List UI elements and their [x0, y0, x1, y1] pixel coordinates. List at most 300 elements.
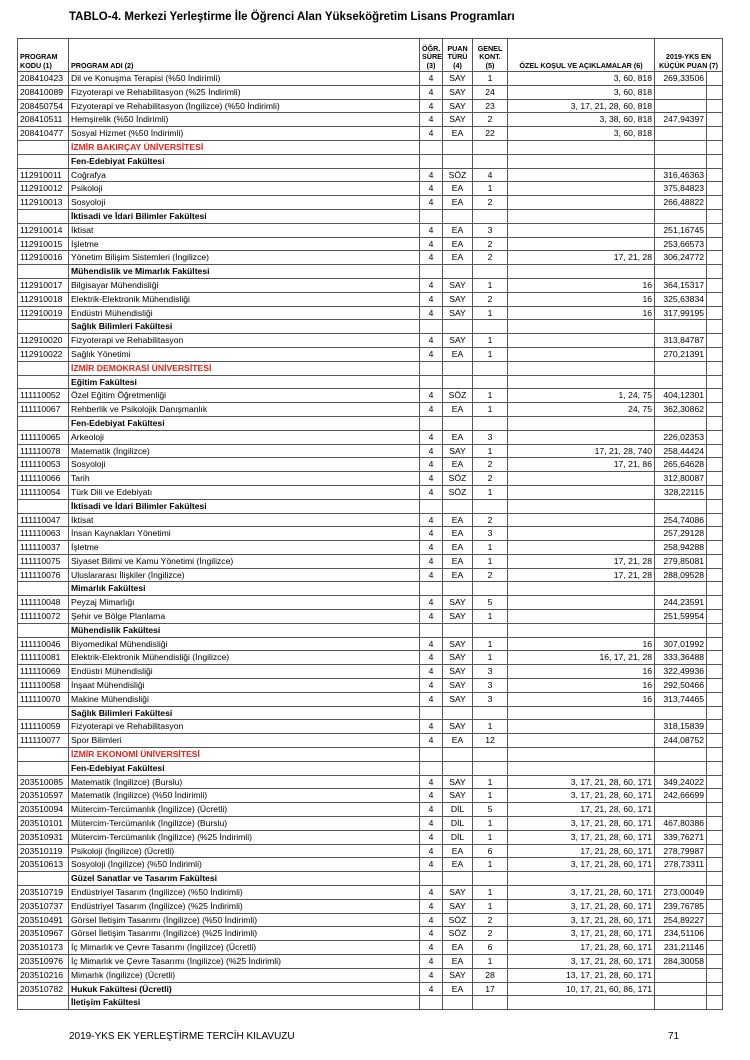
score-type-cell: EA	[443, 982, 473, 996]
empty-cell	[443, 265, 473, 279]
empty-cell	[420, 416, 443, 430]
empty-cell	[18, 706, 69, 720]
empty-cell	[508, 872, 655, 886]
duration-cell: 4	[420, 85, 443, 99]
empty-cell	[655, 748, 707, 762]
program-code: 112910017	[18, 278, 69, 292]
program-name: Biyomedikal Mühendisliği	[69, 637, 420, 651]
duration-cell: 4	[420, 955, 443, 969]
faculty-name: Güzel Sanatlar ve Tasarım Fakültesi	[69, 872, 420, 886]
program-name: Özel Eğitim Öğretmenliği	[69, 389, 420, 403]
empty-cell	[707, 168, 723, 182]
quota-cell: 3	[473, 665, 508, 679]
program-name: Coğrafya	[69, 168, 420, 182]
faculty-name: Sağlık Bilimleri Fakültesi	[69, 320, 420, 334]
min-score-cell: 273,00049	[655, 886, 707, 900]
conditions-cell: 3, 17, 21, 28, 60, 171	[508, 789, 655, 803]
duration-cell: 4	[420, 913, 443, 927]
score-type-cell: SAY	[443, 610, 473, 624]
conditions-cell: 3, 60, 818	[508, 127, 655, 141]
program-name: Fizyoterapi ve Rehabilitasyon (%25 İndirimli)	[69, 85, 420, 99]
duration-cell: 4	[420, 651, 443, 665]
empty-cell	[508, 499, 655, 513]
program-code: 203510173	[18, 941, 69, 955]
quota-cell: 1	[473, 444, 508, 458]
empty-cell	[18, 320, 69, 334]
min-score-cell: 244,08752	[655, 734, 707, 748]
conditions-cell	[508, 168, 655, 182]
min-score-cell	[655, 99, 707, 113]
quota-cell: 1	[473, 389, 508, 403]
duration-cell: 4	[420, 513, 443, 527]
empty-cell	[707, 706, 723, 720]
program-code: 111110053	[18, 458, 69, 472]
conditions-cell: 3, 17, 21, 28, 60, 171	[508, 817, 655, 831]
program-name: Görsel İletişim Tasarımı (İngilizce) (%50 İndirimli)	[69, 913, 420, 927]
score-type-cell: EA	[443, 458, 473, 472]
program-code: 111110078	[18, 444, 69, 458]
program-code: 112910013	[18, 196, 69, 210]
empty-cell	[655, 320, 707, 334]
empty-cell	[473, 748, 508, 762]
program-code: 111110054	[18, 485, 69, 499]
empty-cell	[655, 416, 707, 430]
empty-cell	[443, 623, 473, 637]
faculty-heading-row	[18, 499, 723, 513]
quota-cell: 3	[473, 692, 508, 706]
empty-cell	[420, 872, 443, 886]
footer-guide-title: 2019-YKS EK YERLEŞTİRME TERCİH KILAVUZU	[69, 1031, 295, 1042]
conditions-cell: 16	[508, 306, 655, 320]
quota-cell: 22	[473, 127, 508, 141]
faculty-name: Fen-Edebiyat Fakültesi	[69, 154, 420, 168]
program-name: Sosyoloji	[69, 196, 420, 210]
duration-cell: 4	[420, 485, 443, 499]
quota-cell: 4	[473, 168, 508, 182]
empty-cell	[707, 748, 723, 762]
quota-cell: 1	[473, 886, 508, 900]
table-row	[18, 817, 723, 831]
score-type-cell: SAY	[443, 85, 473, 99]
program-code: 203510216	[18, 968, 69, 982]
quota-cell: 1	[473, 817, 508, 831]
conditions-cell: 1, 24, 75	[508, 389, 655, 403]
program-name: Şehir ve Bölge Planlama	[69, 610, 420, 624]
table-row	[18, 982, 723, 996]
quota-cell: 2	[473, 196, 508, 210]
faculty-heading-row	[18, 761, 723, 775]
duration-cell: 4	[420, 223, 443, 237]
empty-cell	[707, 472, 723, 486]
min-score-cell: 316,46363	[655, 168, 707, 182]
score-type-cell: EA	[443, 237, 473, 251]
table-row	[18, 292, 723, 306]
empty-cell	[473, 154, 508, 168]
program-code: 112910011	[18, 168, 69, 182]
min-score-cell: 254,89227	[655, 913, 707, 927]
program-code: 112910019	[18, 306, 69, 320]
empty-cell	[707, 127, 723, 141]
table-body	[18, 72, 723, 1010]
empty-cell	[707, 927, 723, 941]
university-name: İZMİR EKONOMİ ÜNİVERSİTESİ	[69, 748, 420, 762]
empty-cell	[420, 761, 443, 775]
quota-cell: 24	[473, 85, 508, 99]
program-code: 111110075	[18, 554, 69, 568]
faculty-heading-row	[18, 209, 723, 223]
empty-cell	[18, 761, 69, 775]
conditions-cell: 3, 60, 818	[508, 85, 655, 99]
table-row	[18, 899, 723, 913]
quota-cell: 2	[473, 251, 508, 265]
program-name: İşletme	[69, 237, 420, 251]
table-row	[18, 955, 723, 969]
min-score-cell: 349,24022	[655, 775, 707, 789]
duration-cell: 4	[420, 899, 443, 913]
conditions-cell: 16	[508, 665, 655, 679]
quota-cell: 1	[473, 789, 508, 803]
quota-cell: 1	[473, 334, 508, 348]
conditions-cell: 16, 17, 21, 28	[508, 651, 655, 665]
empty-cell	[707, 568, 723, 582]
conditions-cell	[508, 541, 655, 555]
empty-cell	[508, 361, 655, 375]
empty-cell	[443, 499, 473, 513]
program-code: 208410089	[18, 85, 69, 99]
programs-table	[17, 38, 723, 1010]
empty-cell	[707, 347, 723, 361]
conditions-cell: 16	[508, 692, 655, 706]
conditions-cell: 13, 17, 21, 28, 60, 171	[508, 968, 655, 982]
table-row	[18, 665, 723, 679]
empty-cell	[18, 748, 69, 762]
score-type-cell: SAY	[443, 651, 473, 665]
duration-cell: 4	[420, 278, 443, 292]
empty-cell	[508, 154, 655, 168]
program-code: 111110066	[18, 472, 69, 486]
conditions-cell: 3, 17, 21, 28, 60, 171	[508, 927, 655, 941]
conditions-cell	[508, 485, 655, 499]
empty-cell	[18, 623, 69, 637]
duration-cell: 4	[420, 982, 443, 996]
empty-cell	[508, 140, 655, 154]
quota-cell: 2	[473, 292, 508, 306]
duration-cell: 4	[420, 844, 443, 858]
table-header-row	[18, 39, 723, 72]
quota-cell: 3	[473, 223, 508, 237]
min-score-cell: 284,30058	[655, 955, 707, 969]
program-name: Mimarlık (İngilizce) (Ücretli)	[69, 968, 420, 982]
table-row	[18, 196, 723, 210]
quota-cell: 2	[473, 927, 508, 941]
program-name: Matematik (İngilizce)	[69, 444, 420, 458]
score-type-cell: SÖZ	[443, 485, 473, 499]
empty-cell	[420, 748, 443, 762]
score-type-cell: EA	[443, 430, 473, 444]
conditions-cell: 17, 21, 28	[508, 568, 655, 582]
empty-cell	[655, 375, 707, 389]
empty-cell	[18, 361, 69, 375]
empty-cell	[707, 196, 723, 210]
table-row	[18, 99, 723, 113]
min-score-cell: 328,22115	[655, 485, 707, 499]
program-name: Fizyoterapi ve Rehabilitasyon	[69, 334, 420, 348]
program-code: 111110077	[18, 734, 69, 748]
empty-cell	[707, 913, 723, 927]
duration-cell: 4	[420, 444, 443, 458]
table-row	[18, 692, 723, 706]
program-name: Spor Bilimleri	[69, 734, 420, 748]
min-score-cell: 288,09528	[655, 568, 707, 582]
table-row	[18, 306, 723, 320]
table-row	[18, 554, 723, 568]
faculty-heading-row	[18, 320, 723, 334]
quota-cell: 3	[473, 527, 508, 541]
score-type-cell: SÖZ	[443, 913, 473, 927]
min-score-cell: 278,73311	[655, 858, 707, 872]
program-code: 203510085	[18, 775, 69, 789]
min-score-cell: 231,21146	[655, 941, 707, 955]
program-name: Elektrik-Elektronik Mühendisliği	[69, 292, 420, 306]
min-score-cell: 258,94288	[655, 541, 707, 555]
empty-cell	[707, 996, 723, 1010]
min-score-cell: 279,85081	[655, 554, 707, 568]
program-name: Endüstriyel Tasarım (İngilizce) (%50 İndirimli)	[69, 886, 420, 900]
conditions-cell: 17, 21, 28	[508, 554, 655, 568]
conditions-cell	[508, 196, 655, 210]
faculty-name: Mimarlık Fakültesi	[69, 582, 420, 596]
program-name: İç Mimarlık ve Çevre Tasarımı (İngilizce) (Ücretli)	[69, 941, 420, 955]
empty-cell	[655, 582, 707, 596]
duration-cell: 4	[420, 692, 443, 706]
conditions-cell	[508, 513, 655, 527]
quota-cell: 1	[473, 72, 508, 86]
quota-cell: 1	[473, 306, 508, 320]
min-score-cell: 247,94397	[655, 113, 707, 127]
min-score-cell	[655, 803, 707, 817]
program-name: Elektrik-Elektronik Mühendisliği (İngilizce)	[69, 651, 420, 665]
min-score-cell: 244,23591	[655, 596, 707, 610]
table-row	[18, 237, 723, 251]
empty-cell	[443, 361, 473, 375]
quota-cell: 1	[473, 278, 508, 292]
program-name: Uluslararası İlişkiler (İngilizce)	[69, 568, 420, 582]
program-code: 203510597	[18, 789, 69, 803]
empty-cell	[707, 775, 723, 789]
score-type-cell: SAY	[443, 99, 473, 113]
empty-cell	[707, 416, 723, 430]
score-type-cell: SAY	[443, 596, 473, 610]
duration-cell: 4	[420, 403, 443, 417]
duration-cell: 4	[420, 99, 443, 113]
quota-cell: 1	[473, 775, 508, 789]
table-row	[18, 347, 723, 361]
program-code: 208450754	[18, 99, 69, 113]
duration-cell: 4	[420, 182, 443, 196]
program-code: 203510782	[18, 982, 69, 996]
conditions-cell: 17, 21, 28, 60, 171	[508, 941, 655, 955]
duration-cell: 4	[420, 554, 443, 568]
score-type-cell: SAY	[443, 292, 473, 306]
min-score-cell: 234,51106	[655, 927, 707, 941]
duration-cell: 4	[420, 637, 443, 651]
quota-cell: 3	[473, 430, 508, 444]
empty-cell	[707, 941, 723, 955]
empty-cell	[707, 817, 723, 831]
score-type-cell: SAY	[443, 637, 473, 651]
program-name: İnsan Kaynakları Yönetimi	[69, 527, 420, 541]
min-score-cell: 317,99195	[655, 306, 707, 320]
table-row	[18, 168, 723, 182]
score-type-cell: SAY	[443, 775, 473, 789]
table-row	[18, 251, 723, 265]
duration-cell: 4	[420, 817, 443, 831]
min-score-cell	[655, 968, 707, 982]
empty-cell	[443, 996, 473, 1010]
min-score-cell	[655, 982, 707, 996]
quota-cell: 23	[473, 99, 508, 113]
empty-cell	[655, 706, 707, 720]
table-row	[18, 734, 723, 748]
min-score-cell: 226,02353	[655, 430, 707, 444]
program-code: 111110069	[18, 665, 69, 679]
empty-cell	[707, 389, 723, 403]
score-type-cell: EA	[443, 347, 473, 361]
min-score-cell: 265,64628	[655, 458, 707, 472]
duration-cell: 4	[420, 886, 443, 900]
min-score-cell: 307,01992	[655, 637, 707, 651]
conditions-cell: 3, 17, 21, 28, 60, 171	[508, 913, 655, 927]
table-row	[18, 913, 723, 927]
table-row	[18, 72, 723, 86]
table-row	[18, 720, 723, 734]
score-type-cell: SAY	[443, 692, 473, 706]
min-score-cell: 318,15839	[655, 720, 707, 734]
min-score-cell: 254,74086	[655, 513, 707, 527]
program-code: 111110037	[18, 541, 69, 555]
empty-cell	[707, 499, 723, 513]
empty-cell	[443, 154, 473, 168]
empty-cell	[707, 623, 723, 637]
empty-cell	[508, 265, 655, 279]
program-code: 111110081	[18, 651, 69, 665]
score-type-cell: SAY	[443, 789, 473, 803]
empty-cell	[707, 968, 723, 982]
empty-cell	[707, 99, 723, 113]
program-code: 111110052	[18, 389, 69, 403]
empty-cell	[473, 706, 508, 720]
duration-cell: 4	[420, 334, 443, 348]
program-name: Endüstri Mühendisliği	[69, 306, 420, 320]
university-heading-row	[18, 748, 723, 762]
quota-cell: 17	[473, 982, 508, 996]
duration-cell: 4	[420, 665, 443, 679]
empty-cell	[707, 209, 723, 223]
empty-cell	[707, 637, 723, 651]
duration-cell: 4	[420, 168, 443, 182]
empty-cell	[443, 748, 473, 762]
empty-cell	[420, 209, 443, 223]
score-type-cell: EA	[443, 568, 473, 582]
duration-cell: 4	[420, 927, 443, 941]
program-name: İktisat	[69, 223, 420, 237]
program-code: 203510737	[18, 899, 69, 913]
empty-cell	[707, 982, 723, 996]
quota-cell: 1	[473, 610, 508, 624]
empty-cell	[707, 72, 723, 86]
empty-cell	[655, 361, 707, 375]
score-type-cell: EA	[443, 858, 473, 872]
program-code: 203510101	[18, 817, 69, 831]
duration-cell: 4	[420, 858, 443, 872]
faculty-heading-row	[18, 416, 723, 430]
conditions-cell: 16	[508, 679, 655, 693]
min-score-cell	[655, 127, 707, 141]
quota-cell: 1	[473, 485, 508, 499]
score-type-cell: SAY	[443, 444, 473, 458]
empty-cell	[508, 375, 655, 389]
empty-cell	[707, 485, 723, 499]
program-name: Yönetim Bilişim Sistemleri (İngilizce)	[69, 251, 420, 265]
min-score-cell: 278,79987	[655, 844, 707, 858]
duration-cell: 4	[420, 458, 443, 472]
empty-cell	[707, 251, 723, 265]
empty-cell	[443, 416, 473, 430]
program-code: 112910015	[18, 237, 69, 251]
empty-cell	[18, 375, 69, 389]
duration-cell: 4	[420, 306, 443, 320]
duration-cell: 4	[420, 568, 443, 582]
empty-cell	[508, 996, 655, 1010]
program-name: Arkeoloji	[69, 430, 420, 444]
empty-cell	[707, 154, 723, 168]
quota-cell: 2	[473, 472, 508, 486]
conditions-cell	[508, 472, 655, 486]
empty-cell	[707, 334, 723, 348]
table-row	[18, 444, 723, 458]
program-code: 203510491	[18, 913, 69, 927]
score-type-cell: EA	[443, 513, 473, 527]
min-score-cell: 266,48822	[655, 196, 707, 210]
min-score-cell: 313,74465	[655, 692, 707, 706]
program-name: Psikoloji	[69, 182, 420, 196]
conditions-cell: 17, 21, 86	[508, 458, 655, 472]
duration-cell: 4	[420, 527, 443, 541]
empty-cell	[443, 209, 473, 223]
min-score-cell: 375,84823	[655, 182, 707, 196]
empty-cell	[707, 858, 723, 872]
empty-cell	[508, 623, 655, 637]
empty-cell	[707, 734, 723, 748]
program-name: Mütercim-Tercümanlık (İngilizce) (%25 İndirimli)	[69, 830, 420, 844]
empty-cell	[420, 375, 443, 389]
program-name: Makine Mühendisliği	[69, 692, 420, 706]
empty-cell	[655, 499, 707, 513]
empty-cell	[473, 416, 508, 430]
min-score-cell: 312,80087	[655, 472, 707, 486]
program-code: 111110063	[18, 527, 69, 541]
faculty-name: İletişim Fakültesi	[69, 996, 420, 1010]
empty-cell	[18, 416, 69, 430]
score-type-cell: EA	[443, 844, 473, 858]
table-row	[18, 403, 723, 417]
program-name: Tarih	[69, 472, 420, 486]
program-code: 208410423	[18, 72, 69, 86]
empty-cell	[443, 320, 473, 334]
empty-cell	[508, 582, 655, 596]
empty-cell	[473, 996, 508, 1010]
duration-cell: 4	[420, 830, 443, 844]
